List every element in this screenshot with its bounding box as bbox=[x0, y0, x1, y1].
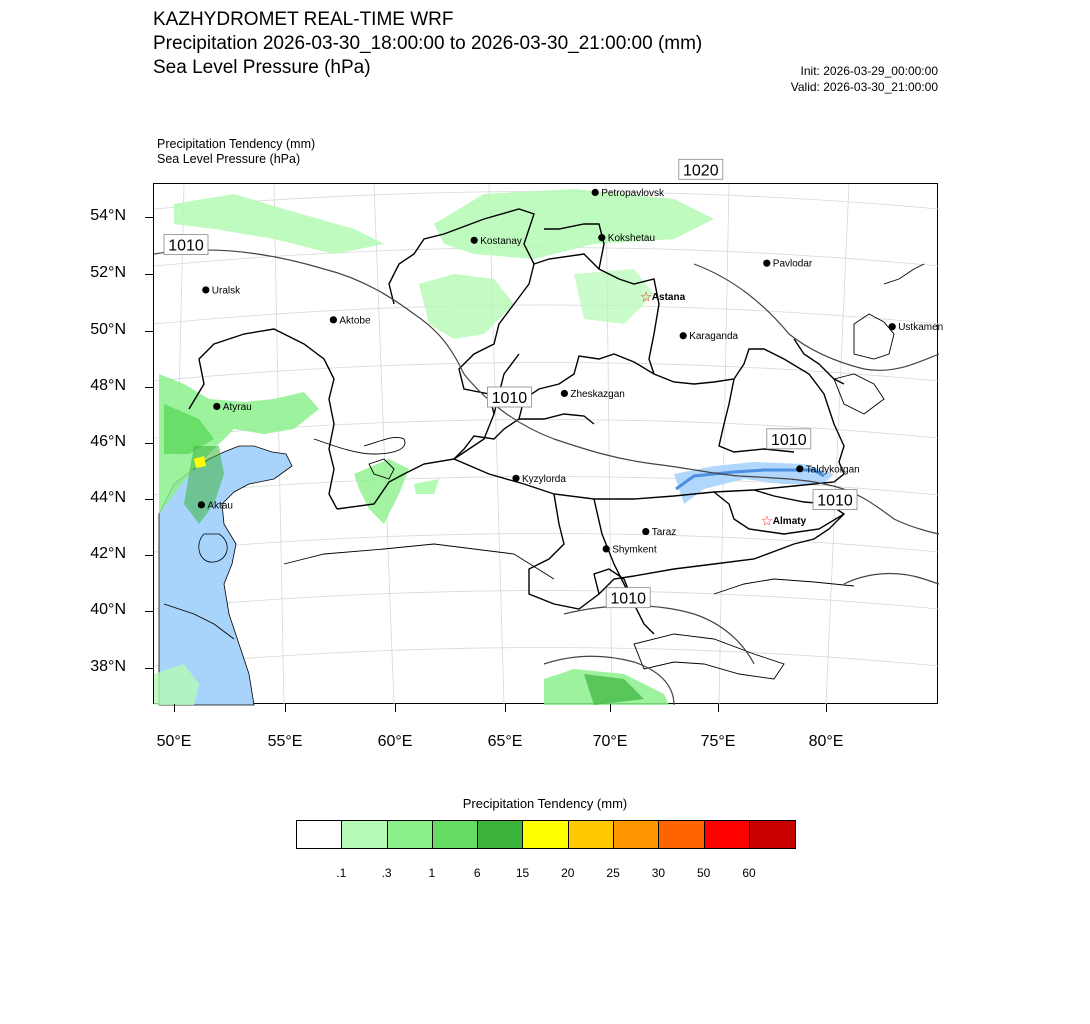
lon-tick bbox=[174, 704, 175, 712]
map-svg bbox=[154, 162, 944, 705]
isobar-value: 1010 bbox=[491, 390, 528, 408]
lon-label-80: 80°E bbox=[808, 733, 844, 750]
city-dot-icon bbox=[603, 545, 610, 552]
colorbar-swatch bbox=[342, 821, 387, 848]
map-title-line2: Precipitation 2026-03-30_18:00:00 to 2026-03-30_21:00:00 (mm) bbox=[153, 33, 703, 54]
lat-label-50: 50°N bbox=[90, 321, 126, 338]
city-marker bbox=[796, 464, 860, 475]
city-label: Aktobe bbox=[339, 315, 371, 327]
lon-tick bbox=[285, 704, 286, 712]
lon-label-70: 70°E bbox=[592, 733, 628, 750]
city-dot-icon bbox=[198, 501, 205, 508]
city-marker bbox=[680, 331, 739, 342]
isobar-value: 1010 bbox=[610, 590, 646, 608]
lat-tick bbox=[145, 668, 153, 669]
colorbar-level-label: 30 bbox=[651, 866, 666, 880]
isobar-label bbox=[679, 159, 723, 179]
lat-tick bbox=[145, 274, 153, 275]
field-label-slp: Sea Level Pressure (hPa) bbox=[157, 152, 301, 166]
city-label: Kyzylorda bbox=[522, 473, 566, 485]
lat-label-52: 52°N bbox=[90, 264, 126, 281]
city-dot-icon bbox=[680, 332, 687, 339]
colorbar bbox=[296, 820, 796, 849]
city-marker bbox=[202, 285, 241, 296]
isobar-label bbox=[164, 235, 208, 255]
city-label: Pavlodar bbox=[772, 258, 813, 270]
lon-tick bbox=[826, 704, 827, 712]
city-dot-icon bbox=[642, 528, 649, 535]
colorbar-swatch bbox=[569, 821, 614, 848]
lat-label-40: 40°N bbox=[90, 601, 126, 618]
lat-label-54: 54°N bbox=[90, 207, 126, 224]
city-label: Ustkamen bbox=[898, 322, 944, 334]
colorbar-level-label: .3 bbox=[381, 866, 392, 880]
lat-label-42: 42°N bbox=[90, 545, 126, 562]
colorbar-title: Precipitation Tendency (mm) bbox=[462, 796, 628, 811]
city-marker bbox=[330, 315, 371, 326]
lon-label-65: 65°E bbox=[487, 733, 523, 750]
isobar-value: 1020 bbox=[683, 162, 719, 180]
city-marker bbox=[592, 188, 665, 199]
city-label: Petropavlovsk bbox=[601, 187, 665, 199]
city-label: Atyrau bbox=[222, 401, 252, 413]
city-marker bbox=[761, 513, 807, 529]
map-title-line3: Sea Level Pressure (hPa) bbox=[153, 57, 371, 78]
city-label: Karaganda bbox=[689, 331, 739, 343]
lon-label-75: 75°E bbox=[700, 733, 736, 750]
capital-star-icon: ☆ bbox=[760, 512, 774, 529]
colorbar-level-label: .1 bbox=[336, 866, 347, 880]
city-marker bbox=[640, 289, 686, 305]
city-label: Kostanay bbox=[480, 235, 522, 247]
city-label: Kokshetau bbox=[607, 233, 656, 245]
lat-tick bbox=[145, 611, 153, 612]
city-label: Taraz bbox=[651, 527, 677, 539]
city-dot-icon bbox=[330, 316, 337, 323]
city-label: Taldykorgan bbox=[805, 464, 860, 476]
colorbar-level-label: 25 bbox=[606, 866, 620, 880]
city-dot-icon bbox=[202, 286, 209, 293]
map-panel bbox=[153, 162, 944, 704]
colorbar-level-label: 6 bbox=[473, 866, 481, 880]
colorbar-swatch bbox=[750, 821, 795, 848]
lon-tick bbox=[505, 704, 506, 712]
colorbar-level-label: 20 bbox=[561, 866, 575, 880]
lat-label-44: 44°N bbox=[90, 489, 126, 506]
city-label: Uralsk bbox=[211, 285, 241, 297]
city-dot-icon bbox=[763, 260, 770, 267]
capital-star-icon: ☆ bbox=[639, 288, 653, 305]
isobar-value: 1010 bbox=[168, 237, 204, 255]
lon-label-60: 60°E bbox=[377, 733, 413, 750]
isobar-label bbox=[606, 588, 650, 608]
colorbar-level-label: 50 bbox=[697, 866, 711, 880]
city-label: Zheskazgan bbox=[570, 388, 625, 400]
city-dot-icon bbox=[592, 189, 599, 196]
colorbar-swatch bbox=[478, 821, 523, 848]
colorbar-swatch bbox=[705, 821, 750, 848]
city-label: Aktau bbox=[207, 500, 233, 512]
colorbar-level-label: 15 bbox=[515, 866, 530, 880]
lat-label-38: 38°N bbox=[90, 658, 126, 675]
city-dot-icon bbox=[561, 390, 568, 397]
city-label: Astana bbox=[651, 292, 686, 304]
colorbar-swatch bbox=[659, 821, 704, 848]
lon-label-55: 55°E bbox=[267, 733, 303, 750]
lon-label-50: 50°E bbox=[156, 733, 192, 750]
isobar-value: 1010 bbox=[771, 431, 807, 449]
city-marker bbox=[763, 259, 813, 270]
city-dot-icon bbox=[889, 323, 896, 330]
city-label: Almaty bbox=[772, 516, 807, 528]
lat-tick bbox=[145, 555, 153, 556]
lat-tick bbox=[145, 331, 153, 332]
field-label-precip: Precipitation Tendency (mm) bbox=[157, 137, 316, 151]
lon-tick bbox=[610, 704, 611, 712]
city-dot-icon bbox=[471, 237, 478, 244]
graticule bbox=[154, 184, 939, 705]
colorbar-level-label: 1 bbox=[428, 866, 436, 880]
city-dot-icon bbox=[796, 465, 803, 472]
lat-tick bbox=[145, 499, 153, 500]
isobar-label bbox=[767, 429, 811, 449]
valid-time: Valid: 2026-03-30_21:00:00 bbox=[790, 80, 938, 94]
init-time: Init: 2026-03-29_00:00:00 bbox=[800, 64, 938, 78]
lat-label-46: 46°N bbox=[90, 433, 126, 450]
city-dot-icon bbox=[512, 475, 519, 482]
city-marker bbox=[889, 322, 944, 333]
lat-tick bbox=[145, 443, 153, 444]
city-label: Shymkent bbox=[612, 544, 657, 556]
isobar-label bbox=[813, 490, 857, 510]
city-dot-icon bbox=[213, 403, 220, 410]
city-dot-icon bbox=[598, 234, 605, 241]
colorbar-swatch bbox=[523, 821, 568, 848]
city-marker bbox=[642, 527, 676, 538]
colorbar-swatch bbox=[433, 821, 478, 848]
colorbar-swatch bbox=[614, 821, 659, 848]
colorbar-level-label: 60 bbox=[742, 866, 756, 880]
isobar-label bbox=[487, 387, 531, 407]
lat-tick bbox=[145, 217, 153, 218]
city-marker bbox=[561, 389, 625, 400]
lat-label-48: 48°N bbox=[90, 377, 126, 394]
lon-tick bbox=[395, 704, 396, 712]
city-marker bbox=[603, 544, 657, 555]
lat-tick bbox=[145, 387, 153, 388]
colorbar-swatch bbox=[297, 821, 342, 848]
isobar-value: 1010 bbox=[817, 492, 853, 510]
colorbar-swatch bbox=[388, 821, 433, 848]
map-title-line1: KAZHYDROMET REAL-TIME WRF bbox=[153, 9, 454, 30]
lon-tick bbox=[718, 704, 719, 712]
